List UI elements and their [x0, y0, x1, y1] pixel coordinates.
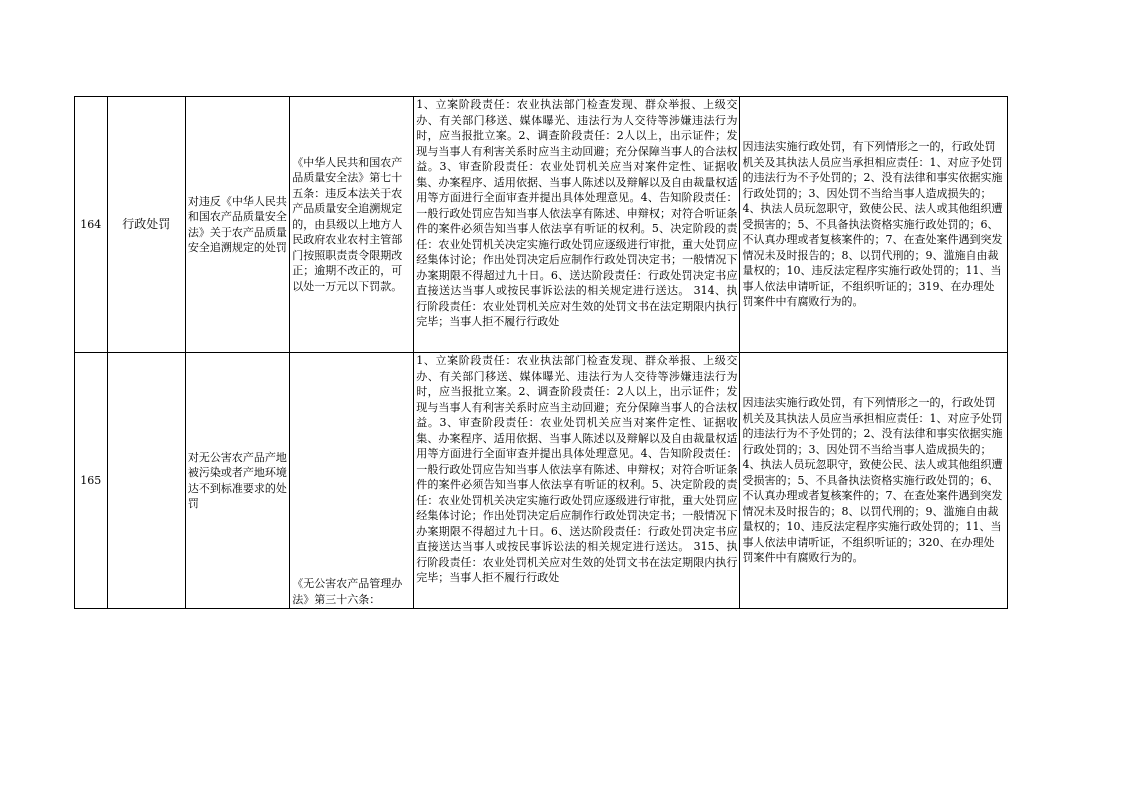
power-list-table [74, 96, 1008, 609]
responsibility-text: 1、立案阶段责任：农业执法部门检查发现、群众举报、上级交办、有关部门移送、媒体曝光、违法行为人交待等涉嫌违法行为时，应当报批立案。2、调查阶段责任：2人以上，出示证件；发现与当事人有利害关系时应当主动回避；充分保障当事人的合法权益。3、审查阶段责任：农业处罚机关应当对案件定性、证据收集、办案程序、适用依据、当事人陈述以及辩解以及自由裁量权适用等方面进行全面审查并提出具体处理意见。4、告知阶段责任：一般行政处罚应告知当事人依法享有陈述、申辩权；对符合听证条件的案件必须告知当事人依法享有听证的权利。5、决定阶段的责任：农业处罚机关决定实施行政处罚应逐级进行审批，重大处罚应经集体讨论；作出处罚决定后应制作行政处罚决定书；一般情况下办案期限不得超过九十日。6、送达阶段责任：行政处罚决定书应直接送达当事人或按民事诉讼法的相关规定进行送达。 315、执行阶段责任：农业处罚机关应对生效的处罚文书在法定期限内执行完毕；当事人拒不履行行政处 [416, 354, 738, 584]
legal-basis: 《无公害农产品管理办法》第三十六条： [290, 353, 414, 609]
power-item: 对违反《中华人民共和国农产品质量安全法》关于农产品质量安全追溯规定的处罚 [185, 97, 289, 353]
liability-text: 因违法实施行政处罚，有下列情形之一的，行政处罚机关及其执法人员应当承担相应责任：1、对应予处罚的违法行为不予处罚的；2、没有法律和事实依据实施行政处罚的；3、因处罚不当给当事人造成损失的；4、执法人员玩忽职守，致使公民、法人或其他组织遭受损害的；5、不具备执法资格实施行政处罚的；6、不认真办理或者复核案件的；7、在查处案件遇到突发情况未及时报告的；8、以罚代刑的；9、滥施自由裁量权的；10、违反法定程序实施行政处罚的；11、当事人依法申请听证，不组织听证的；320、在办理处罚案件中有腐败行为的。 [740, 353, 1008, 609]
responsibility-cell [414, 97, 740, 353]
power-item: 对无公害农产品产地被污染或者产地环境达不到标准要求的处罚 [185, 353, 289, 609]
power-type [107, 353, 185, 609]
table-row [75, 353, 1008, 609]
power-type: 行政处罚 [107, 97, 185, 353]
responsibility-text: 1、立案阶段责任：农业执法部门检查发现、群众举报、上级交办、有关部门移送、媒体曝光、违法行为人交待等涉嫌违法行为时，应当报批立案。2、调查阶段责任：2人以上，出示证件；发现与当事人有利害关系时应当主动回避；充分保障当事人的合法权益。3、审查阶段责任：农业处罚机关应当对案件定性、证据收集、办案程序、适用依据、当事人陈述以及辩解以及自由裁量权适用等方面进行全面审查并提出具体处理意见。4、告知阶段责任：一般行政处罚应告知当事人依法享有陈述、申辩权；对符合听证条件的案件必须告知当事人依法享有听证的权利。5、决定阶段的责任：农业处罚机关决定实施行政处罚应逐级进行审批，重大处罚应经集体讨论；作出处罚决定后应制作行政处罚决定书；一般情况下办案期限不得超过九十日。6、送达阶段责任：行政处罚决定书应直接送达当事人或按民事诉讼法的相关规定进行送达。 314、执行阶段责任：农业处罚机关应对生效的处罚文书在法定期限内执行完毕；当事人拒不履行行政处 [416, 98, 738, 328]
row-number: 164 [75, 97, 108, 353]
responsibility-cell [414, 353, 740, 609]
liability-text: 因违法实施行政处罚，有下列情形之一的，行政处罚机关及其执法人员应当承担相应责任：1、对应予处罚的违法行为不予处罚的；2、没有法律和事实依据实施行政处罚的；3、因处罚不当给当事人造成损失的；4、执法人员玩忽职守，致使公民、法人或其他组织遭受损害的；5、不具备执法资格实施行政处罚的；6、不认真办理或者复核案件的；7、在查处案件遇到突发情况未及时报告的；8、以罚代刑的；9、滥施自由裁量权的；10、违反法定程序实施行政处罚的；11、当事人依法申请听证，不组织听证的；319、在办理处罚案件中有腐败行为的。 [740, 97, 1008, 353]
table-row [75, 97, 1008, 353]
legal-basis: 《中华人民共和国农产品质量安全法》第七十五条：违反本法关于农产品质量安全追溯规定的，由县级以上地方人民政府农业农村主管部门按照职责责令限期改正；逾期不改正的，可以处一万元以下罚款。 [290, 97, 414, 353]
row-number: 165 [75, 353, 108, 609]
